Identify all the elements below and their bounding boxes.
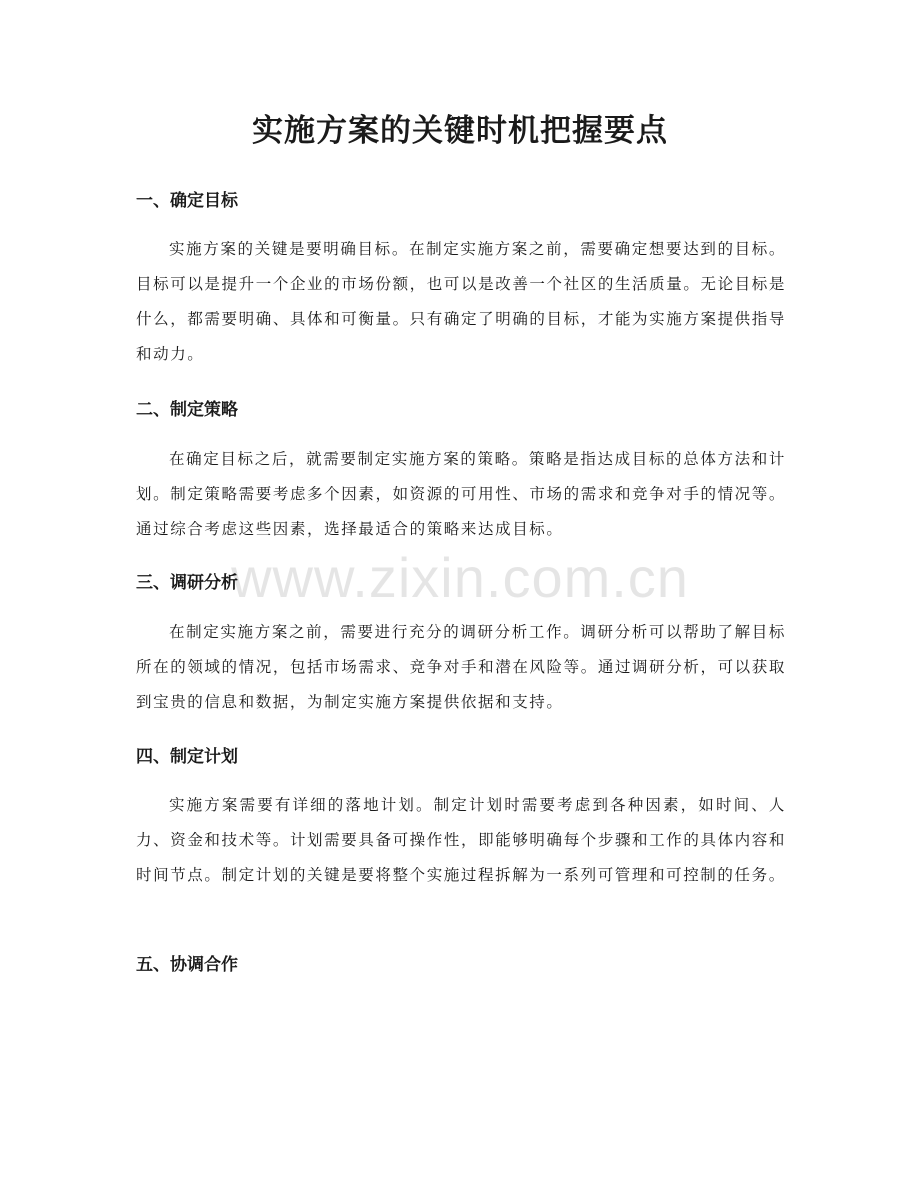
section-heading-4: 四、制定计划 [136,747,238,767]
watermark-text: www.zixin.com.cn [231,546,689,609]
section-heading-5: 五、协调合作 [136,955,238,975]
section-heading-3: 三、调研分析 [136,573,238,593]
section-body-4: 实施方案需要有详细的落地计划。制定计划时需要考虑到各种因素，如时间、人力、资金和技术等。计划需要具备可操作性，即能够明确每个步骤和工作的具体内容和时间节点。制定计划的关键是要将整个实施过程拆解为一系列可管理和可控制的任务。 [136,796,786,884]
section-heading-1: 一、确定目标 [136,191,238,211]
section-body-3: 在制定实施方案之前，需要进行充分的调研分析工作。调研分析可以帮助了解目标所在的领域的情况，包括市场需求、竞争对手和潜在风险等。通过调研分析，可以获取到宝贵的信息和数据，为制定实施方案提供依据和支持。 [136,623,786,711]
document-title: 实施方案的关键时机把握要点 [252,113,668,149]
section-body-2: 在确定目标之后，就需要制定实施方案的策略。策略是指达成目标的总体方法和计划。制定策略需要考虑多个因素，如资源的可用性、市场的需求和竞争对手的情况等。通过综合考虑这些因素，选择最适合的策略来达成目标。 [136,450,786,538]
section-heading-2: 二、制定策略 [136,400,238,420]
section-body-1: 实施方案的关键是要明确目标。在制定实施方案之前，需要确定想要达到的目标。目标可以是提升一个企业的市场份额，也可以是改善一个社区的生活质量。无论目标是什么，都需要明确、具体和可衡量。只有确定了明确的目标，才能为实施方案提供指导和动力。 [136,240,786,363]
